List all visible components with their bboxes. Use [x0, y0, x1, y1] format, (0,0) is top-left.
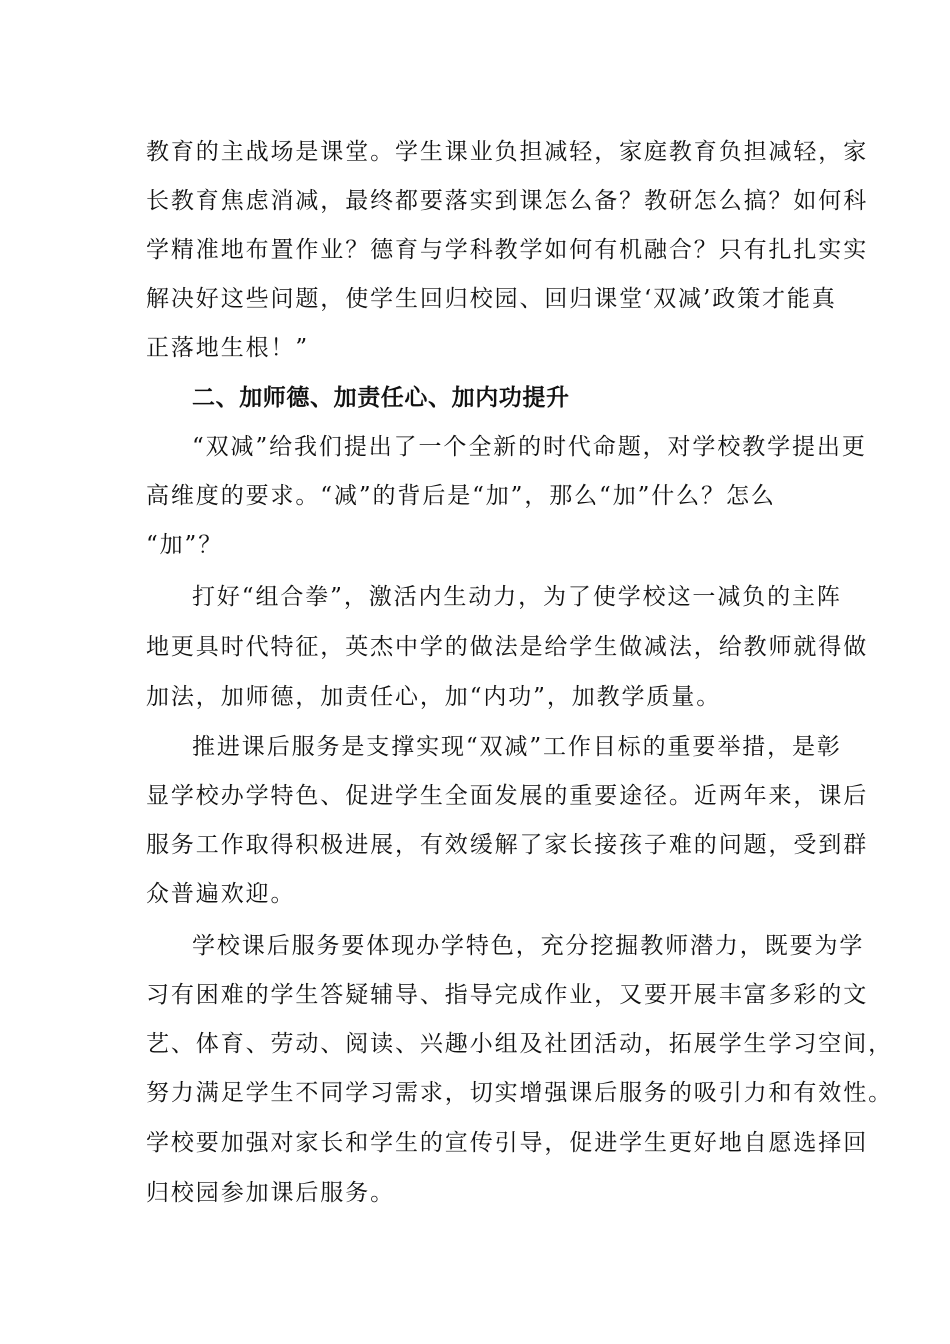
- paragraph-5-line-1: 学校课后服务要体现办学特色，充分挖掘教师潜力，既要为学: [192, 933, 865, 959]
- paragraph-1-line-1: 教育的主战场是课堂。学生课业负担减轻，家庭教育负担减轻，家: [146, 139, 869, 165]
- paragraph-5-line-2: 习有困难的学生答疑辅导、指导完成作业，又要开展丰富多彩的文: [146, 982, 869, 1008]
- paragraph-4-line-4: 众普遍欢迎。: [146, 881, 296, 907]
- paragraph-4-line-2: 显学校办学特色、促进学生全面发展的重要途径。近两年来，课后: [146, 783, 869, 809]
- paragraph-4-line-1: 推进课后服务是支撑实现“双减”工作目标的重要举措，是彰: [192, 734, 842, 760]
- paragraph-3-line-3: 加法，加师德，加责任心，加“内功”，加教学质量。: [146, 684, 722, 710]
- paragraph-5-line-3: 艺、体育、劳动、阅读、兴趣小组及社团活动，拓展学生学习空间，: [146, 1031, 893, 1057]
- paragraph-2-line-3: “加”？: [146, 532, 224, 558]
- paragraph-1-line-3: 学精准地布置作业？德育与学科教学如何有机融合？只有扎扎实实: [146, 237, 869, 263]
- paragraph-3-line-1: 打好“组合拳”，激活内生动力，为了使学校这一减负的主阵: [192, 584, 842, 610]
- paragraph-1-line-5: 正落地生根！”: [146, 335, 310, 361]
- paragraph-5-line-4: 努力满足学生不同学习需求，切实增强课后服务的吸引力和有效性。: [146, 1080, 893, 1106]
- paragraph-5-line-6: 归校园参加课后服务。: [146, 1180, 395, 1206]
- paragraph-5-line-5: 学校要加强对家长和学生的宣传引导，促进学生更好地自愿选择回: [146, 1130, 869, 1156]
- paragraph-3-line-2: 地更具时代特征，英杰中学的做法是给学生做减法，给教师就得做: [146, 634, 869, 660]
- paragraph-2-line-1: “双减”给我们提出了一个全新的时代命题，对学校教学提出更: [192, 434, 867, 460]
- paragraph-1-line-4: 解决好这些问题，使学生回归校园、回归课堂‘双减’政策才能真: [146, 286, 837, 312]
- section-heading: 二、加师德、加责任心、加内功提升: [192, 385, 570, 411]
- paragraph-4-line-3: 服务工作取得积极进展，有效缓解了家长接孩子难的问题，受到群: [146, 832, 869, 858]
- paragraph-1-line-2: 长教育焦虑消减，最终都要落实到课怎么备？教研怎么搞？如何科: [146, 188, 869, 214]
- paragraph-2-line-2: 高维度的要求。“减”的背后是“加”，那么“加”什么？怎么: [146, 483, 776, 509]
